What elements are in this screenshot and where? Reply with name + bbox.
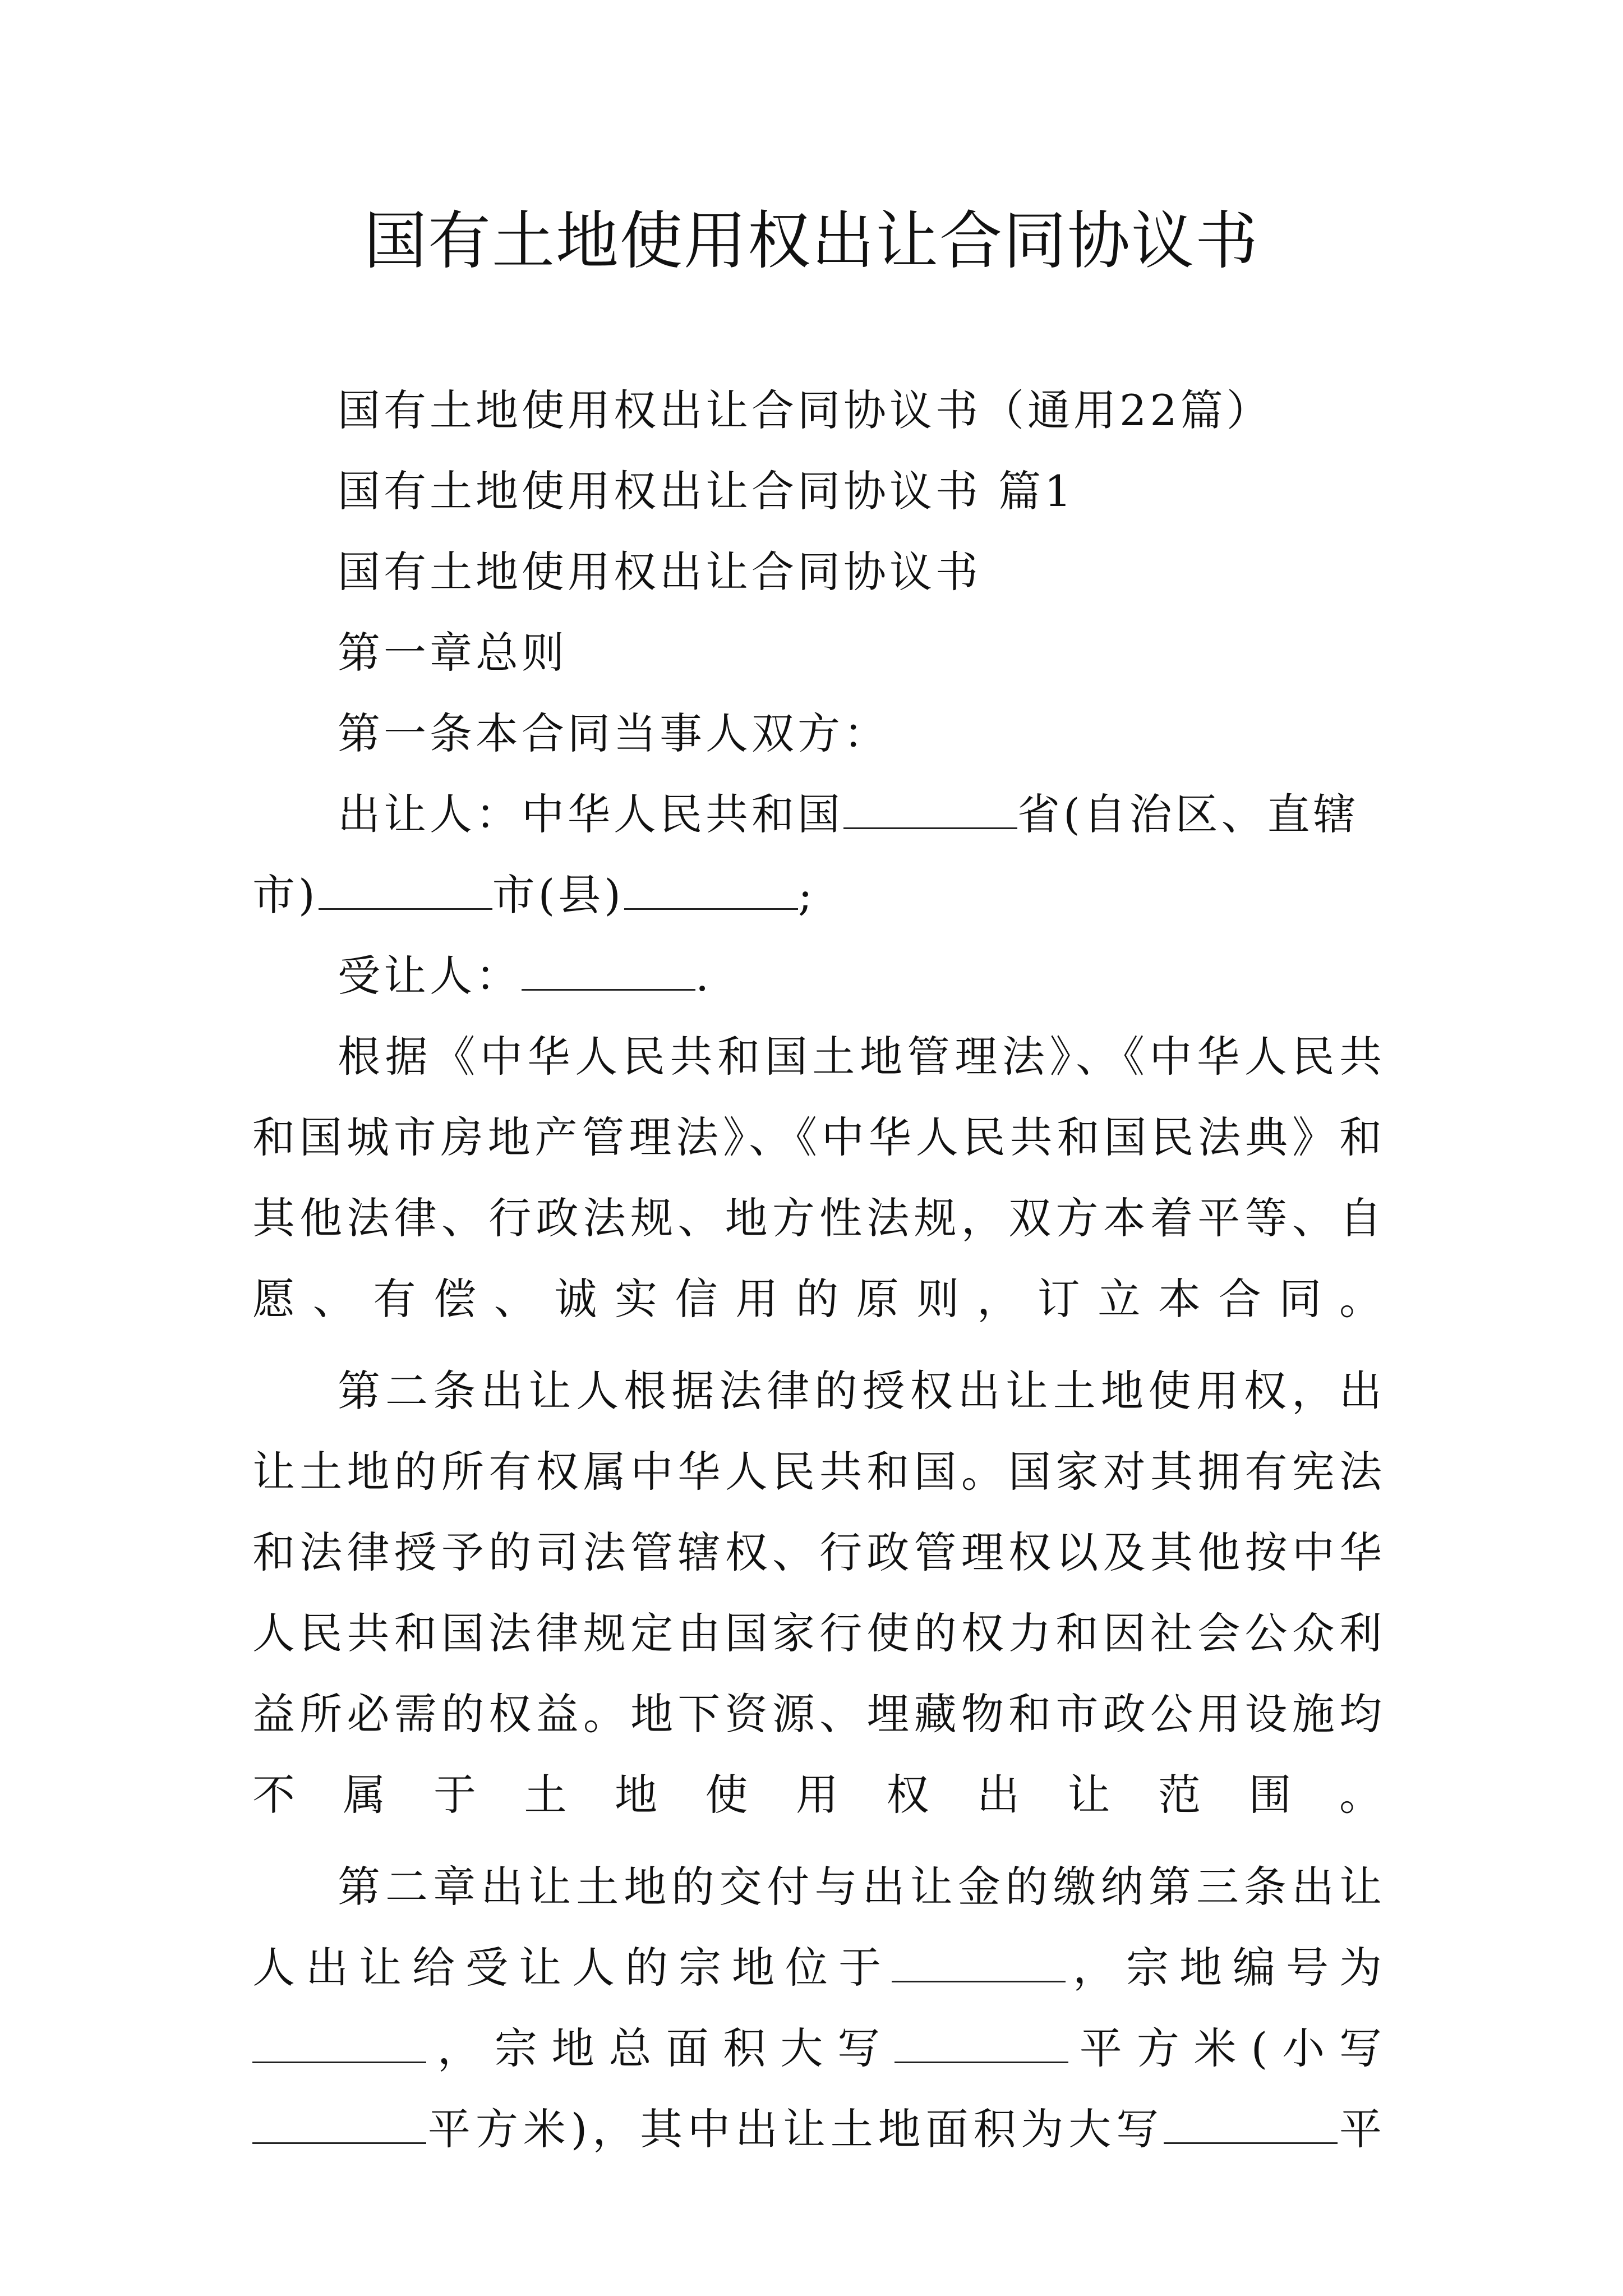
county-label: 市(县) [492,870,624,920]
transferor-label: 出让人：中华人民共和国 [338,789,843,839]
transferee-end: . [695,951,713,1001]
article-two-paragraph: 第二条出让人根据法律的授权出让土地使用权，出让土地的所有权属中华人民共和国。国家对其拥有宪法和法律授予的司法管辖权、行政管理权以及其他按中华人民共和国法律规定由国家行使的权力和因社会公众利益所必需的权益。地下资源、埋藏物和市政公用设施均不属于土地使用权出让范围。 [252,1366,1385,1820]
chapter-two-text-a: 第二章出让土地的交付与出让金的缴纳第三条出让人出让给受让人的宗地位于 [252,1862,1385,1993]
chapter-two-text-d: 平方米(小写 [1068,2023,1386,2073]
county-blank [624,872,798,910]
location-blank [892,1945,1066,1982]
parcel-number-blank [252,2026,426,2063]
chapter-two-paragraph [252,1847,1385,2170]
municipality-suffix: 市) [252,870,319,920]
contract-name-line: 国有土地使用权出让合同协议书 [338,547,981,597]
transferee-blank [522,953,695,991]
total-area-lower-blank [252,2106,426,2144]
province-suffix: 省(自治区、直辖 [1017,789,1359,839]
subtitle-line: 国有土地使用权出让合同协议书（通用22篇） [338,385,1272,435]
chapter-two-text-f: 平 [1338,2104,1386,2154]
transferor-end: ; [797,870,816,920]
city-blank [319,872,492,910]
transferee-label: 受让人： [338,951,522,1001]
transfer-area-blank [1164,2106,1338,2144]
document-title: 国有土地使用权出让合同协议书 [364,205,1259,278]
transferor-paragraph [252,774,1385,936]
basis-paragraph: 根据《中华人民共和国土地管理法》、《中华人民共和国城市房地产管理法》、《中华人民共和国民法典》和其他法律、行政法规、地方性法规，双方本着平等、自愿、有偿、诚实信用的原则，订立本合同。 [252,1032,1385,1324]
transferee-paragraph [252,936,1385,1016]
document-body [252,370,1385,2170]
chapter-two-text-b: ，宗地编号为 [1066,1943,1385,1993]
chapter-one-heading: 第一章总则 [338,628,568,678]
chapter-two-text-e: 平方米)，其中出让土地面积为大写 [426,2104,1164,2154]
article-heading-line: 国有土地使用权出让合同协议书 篇1 [338,466,1075,516]
article-one-line: 第一条本合同当事人双方： [338,708,889,758]
province-blank [843,792,1017,829]
total-area-upper-blank [895,2026,1068,2063]
chapter-two-text-c: ，宗地总面积大写 [426,2023,895,2073]
